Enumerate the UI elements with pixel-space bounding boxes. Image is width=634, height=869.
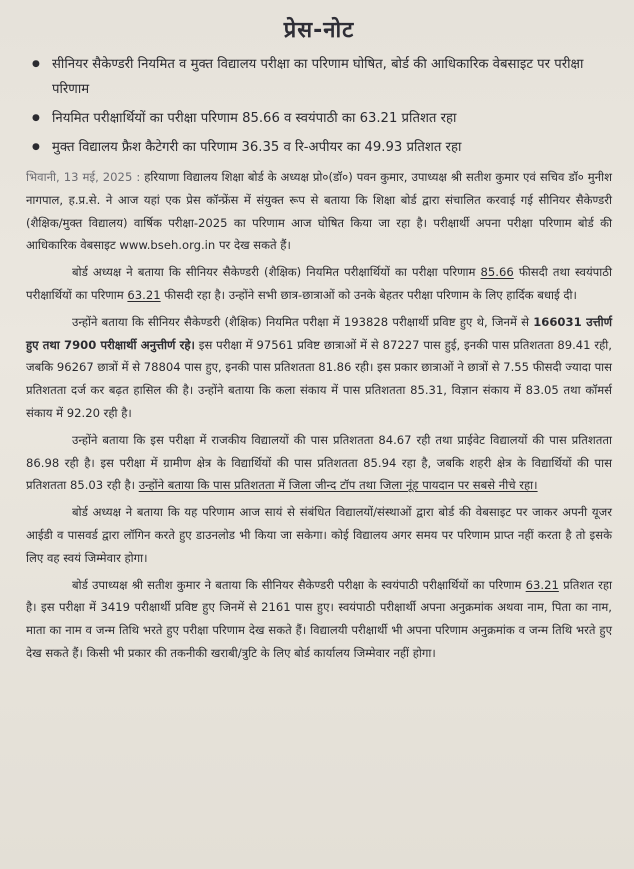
district-ranking: उन्होंने बताया कि पास प्रतिशतता में जिला जीन्द टॉप तथा जिला नूंह पायदान पर सबसे नीचे रहा। [138,478,538,493]
paragraph-intro [26,166,612,257]
paragraph-text: प्रतिशत रहा है। इस परीक्षा में 3419 परीक्षार्थी प्रविष्ट हुए जिनमें से 2161 पास हुए। स्वयंपाठी परीक्षार्थी अपना अनुक्रमांक अथवा नाम, पिता का नाम, माता का नाम व जन्म तिथि भरते हुए परीक्षा परिणाम देख सकते हैं। विद्यालयी परीक्षार्थी भी अपना परिणाम अनुक्रमांक व जन्म तिथि भरते हुए देख सकते हैं। किसी भी प्रकार की तकनीकी खराबी/त्रुटि के लिए बोर्ड कार्यालय जिम्मेवार नहीं होगा। [26,577,612,660]
private-result-percent: 63.21 [525,577,559,592]
paragraph-text: हरियाणा विद्यालय शिक्षा बोर्ड के अध्यक्ष प्रो०(डॉ०) पवन कुमार, उपाध्यक्ष श्री सतीश कुमार एवं सचिव डॉ० मुनीश नागपाल, ह.प्र.से. ने आज यहां एक प्रेस कॉन्फ्रेंस में संयुक्त रूप से बताया कि शिक्षा बोर्ड द्वारा संचालित करवाई गई सीनियर सैकेण्डरी (शैक्षिक/मुक्त विद्यालय) वार्षिक परीक्षा-2025 का परिणाम आज घोषित किया जा रहा है। परीक्षार्थी अपना परीक्षा परिणाम बोर्ड की आधिकारिक वेबसाइट www.bseh.org.in पर देख सकते हैं। [26,170,612,253]
highlight-item: ● मुक्त विद्यालय फ्रैश कैटेगरी का परिणाम 36.35 व रि-अपीयर का 49.93 प्रतिशत रहा [26,135,612,160]
paragraph-text: बोर्ड उपाध्यक्ष श्री सतीश कुमार ने बताया कि सीनियर सैकेण्डरी परीक्षा के स्वयंपाठी परीक्षार्थियों का परिणाम [72,577,526,592]
pass-fail-count: 166031 उत्तीर्ण हुए तथा 7900 परीक्षार्थी अनुत्तीर्ण रहे। [26,314,612,352]
highlight-item: ● सीनियर सैकेण्डरी नियमित व मुक्त विद्यालय परीक्षा का परिणाम घोषित, बोर्ड की आधिकारिक वेबसाइट पर परीक्षा परिणाम [26,52,612,102]
paragraph-schools [26,429,612,497]
paragraph-results [26,261,612,307]
paragraph-text: इस परीक्षा में 97561 प्रविष्ट छात्राओं में से 87227 पास हुई, इनकी पास प्रतिशतता 89.41 रही, जबकि 96267 छात्रों में से 78804 पास हुए, इनकी पास प्रतिशतता 81.86 रही। इस प्रकार छात्राओं ने छात्रों से 7.55 फीसदी ज्यादा पास प्रतिशतता दर्ज कर बढ़त हासिल की है। उन्होंने बताया कि कला संकाय में पास प्रतिशतता 85.31, विज्ञान संकाय में 83.05 तथा कॉमर्स संकाय में 92.20 रही है। [26,337,612,420]
paragraph-text: बोर्ड अध्यक्ष ने बताया कि यह परिणाम आज सायं से संबंधित विद्यालयों/संस्थाओं द्वारा बोर्ड की वेबसाइट पर जाकर अपनी यूजर आईडी व पासवर्ड द्वारा लॉगिन करते हुए डाउनलोड भी किया जा सकेगा। कोई विद्यालय अगर समय पर परिणाम प्राप्त नहीं करता है तो इसके लिए वह स्वयं जिम्मेवार होगा। [26,505,612,565]
paragraph-text: उन्होंने बताया कि इस परीक्षा में राजकीय विद्यालयों की पास प्रतिशतता 84.67 रही तथा प्राईवेट विद्यालयों की पास प्रतिशतता 86.98 रही है। इस परीक्षा में ग्रामीण क्षेत्र के विद्यार्थियों की पास प्रतिशतता 85.94 रहा है, जबकि शहरी क्षेत्र के विद्यार्थियों की पास प्रतिशतता 85.03 रही है। [26,432,612,493]
regular-pass-percent: 85.66 [480,265,514,280]
paragraph-download [26,501,612,569]
paragraph-private-candidates [26,574,612,665]
private-pass-percent: 63.21 [127,287,161,302]
dateline: भिवानी, 13 मई, 2025 : [26,170,141,184]
document-title: प्रेस-नोट [283,18,355,43]
paragraph-text: फीसदी तथा स्वयंपाठी परीक्षार्थियों का परिणाम [26,265,612,302]
paragraph-statistics [26,311,612,425]
highlight-item: ● नियमित परीक्षार्थियों का परीक्षा परिणाम 85.66 व स्वयंपाठी का 63.21 प्रतिशत रहा [26,106,612,131]
paragraph-text: उन्होंने बताया कि सीनियर सैकेण्डरी (शैक्षिक) नियमित परीक्षा में 193828 परीक्षार्थी प्रविष्ट हुए थे, जिनमें से [72,314,534,329]
paragraph-text: बोर्ड अध्यक्ष ने बताया कि सीनियर सैकेण्डरी (शैक्षिक) नियमित परीक्षार्थियों का परीक्षा परिणाम [72,265,481,280]
paragraph-text: फीसदी रहा है। उन्होंने सभी छात्र-छात्राओं को उनके बेहतर परीक्षा परिणाम के लिए हार्दिक बधाई दी। [160,287,577,302]
highlights-list [26,52,612,160]
